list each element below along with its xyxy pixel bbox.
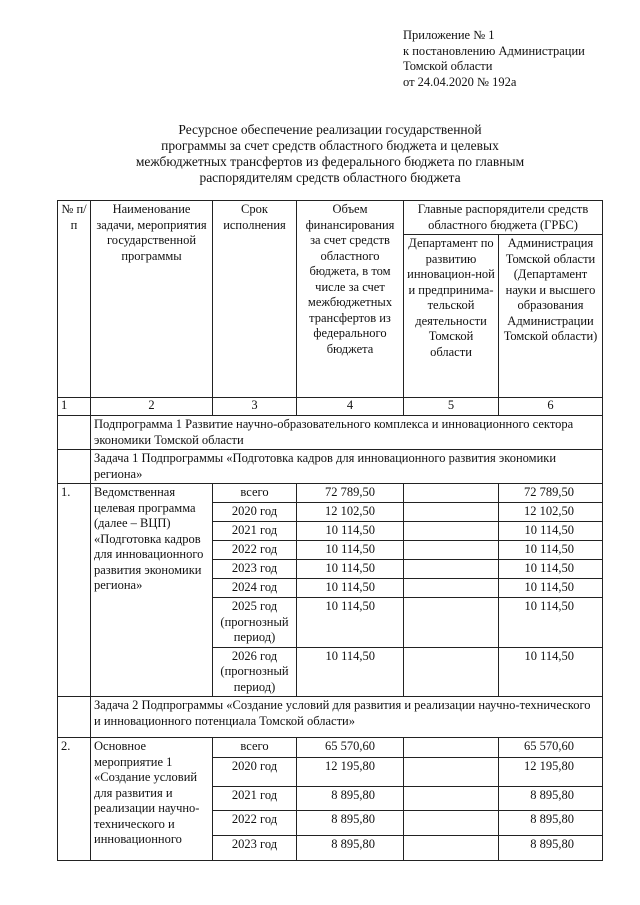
term-cell: 2020 год	[213, 503, 297, 522]
volume-cell: 72 789,50	[297, 484, 404, 503]
dept-cell	[404, 738, 499, 758]
volume-cell: 65 570,60	[297, 738, 404, 758]
empty-cell	[58, 450, 91, 484]
document-title	[60, 122, 600, 186]
header-name: Наименование задачи, мероприятия государственной программы	[91, 201, 213, 398]
title-line: Ресурсное обеспечение реализации государственной	[178, 122, 482, 137]
term-cell: 2020 год	[213, 758, 297, 787]
volume-cell: 10 114,50	[297, 522, 404, 541]
term-cell: 2021 год	[213, 522, 297, 541]
volume-cell: 8 895,80	[297, 836, 404, 861]
appendix-line: Томской области	[403, 59, 493, 73]
item-name: Ведомственная целевая программа (далее – ВЦП) «Подготовка кадров для инновационного развития экономики региона»	[91, 484, 213, 697]
title-line: межбюджетных трансфертов из федерального бюджета по главным	[135, 154, 525, 169]
item-number: 1.	[58, 484, 91, 697]
term-cell: 2025 год (прогнозный период)	[213, 598, 297, 648]
subprogram-row: Подпрограмма 1 Развитие научно-образовательного комплекса и инновационного сектора экономики Томской области	[91, 416, 603, 450]
col-number: 4	[297, 398, 404, 416]
appendix-note	[403, 28, 585, 90]
term-cell: 2021 год	[213, 787, 297, 811]
dept-cell	[404, 484, 499, 503]
admin-cell: 12 195,80	[499, 758, 603, 787]
header-admin: Администрация Томской области (Департамент науки и высшего образования Администрации Томской области)	[499, 235, 603, 398]
dept-cell	[404, 541, 499, 560]
dept-cell	[404, 836, 499, 861]
volume-cell: 8 895,80	[297, 811, 404, 836]
admin-cell: 72 789,50	[499, 484, 603, 503]
empty-cell	[58, 416, 91, 450]
item-2-rows	[58, 738, 603, 861]
volume-cell: 10 114,50	[297, 598, 404, 648]
dept-cell	[404, 522, 499, 541]
resource-table	[57, 200, 603, 861]
admin-cell: 10 114,50	[499, 579, 603, 598]
empty-cell	[58, 697, 91, 738]
title-line: распорядителям средств областного бюджета	[199, 170, 461, 185]
col-number: 5	[404, 398, 499, 416]
volume-cell: 10 114,50	[297, 647, 404, 697]
appendix-line: Приложение № 1	[403, 28, 495, 42]
dept-cell	[404, 787, 499, 811]
volume-cell: 10 114,50	[297, 560, 404, 579]
appendix-line: от 24.04.2020 № 192а	[403, 74, 517, 89]
term-cell: всего	[213, 484, 297, 503]
admin-cell: 12 102,50	[499, 503, 603, 522]
admin-cell: 10 114,50	[499, 560, 603, 579]
admin-cell: 10 114,50	[499, 598, 603, 648]
term-cell: 2026 год (прогнозный период)	[213, 647, 297, 697]
dept-cell	[404, 647, 499, 697]
admin-cell: 65 570,60	[499, 738, 603, 758]
dept-cell	[404, 758, 499, 787]
dept-cell	[404, 503, 499, 522]
volume-cell: 10 114,50	[297, 579, 404, 598]
table-row	[58, 738, 603, 758]
col-number: 3	[213, 398, 297, 416]
col-number: 6	[499, 398, 603, 416]
header-dept: Департамент по развитию инновацион-ной и предпринима-тельской деятельности Томской области	[404, 235, 499, 398]
dept-cell	[404, 579, 499, 598]
admin-cell: 8 895,80	[499, 811, 603, 836]
admin-cell: 10 114,50	[499, 647, 603, 697]
volume-cell: 10 114,50	[297, 541, 404, 560]
volume-cell: 8 895,80	[297, 787, 404, 811]
term-cell: всего	[213, 738, 297, 758]
appendix-line: к постановлению Администрации	[403, 43, 585, 58]
dept-cell	[404, 598, 499, 648]
admin-cell: 10 114,50	[499, 522, 603, 541]
volume-cell: 12 195,80	[297, 758, 404, 787]
header-term: Срок исполнения	[213, 201, 297, 398]
admin-cell: 8 895,80	[499, 836, 603, 861]
term-cell: 2023 год	[213, 836, 297, 861]
col-number: 2	[91, 398, 213, 416]
table-row	[58, 484, 603, 503]
dept-cell	[404, 811, 499, 836]
header-grbs: Главные распорядители средств областного бюджета (ГРБС)	[404, 201, 603, 235]
item-name: Основное мероприятие 1 «Создание условий для развития и реализации научно-технического и инновационного	[91, 738, 213, 861]
item-1-rows	[58, 484, 603, 697]
term-cell: 2024 год	[213, 579, 297, 598]
admin-cell: 10 114,50	[499, 541, 603, 560]
term-cell: 2022 год	[213, 541, 297, 560]
item-number: 2.	[58, 738, 91, 861]
term-cell: 2023 год	[213, 560, 297, 579]
volume-cell: 12 102,50	[297, 503, 404, 522]
col-number: 1	[58, 398, 91, 416]
admin-cell: 8 895,80	[499, 787, 603, 811]
dept-cell	[404, 560, 499, 579]
header-volume: Объем финансирования за счет средств областного бюджета, в том числе за счет межбюджетных трансфертов из федерального бюджета	[297, 201, 404, 398]
title-line: программы за счет средств областного бюджета и целевых	[161, 138, 499, 153]
task-row: Задача 1 Подпрограммы «Подготовка кадров для инновационного развития экономики региона»	[91, 450, 603, 484]
term-cell: 2022 год	[213, 811, 297, 836]
header-num: № п/п	[58, 201, 91, 398]
task-row: Задача 2 Подпрограммы «Создание условий для развития и реализации научно-технического и инновационного потенциала Томской области»	[91, 697, 603, 738]
